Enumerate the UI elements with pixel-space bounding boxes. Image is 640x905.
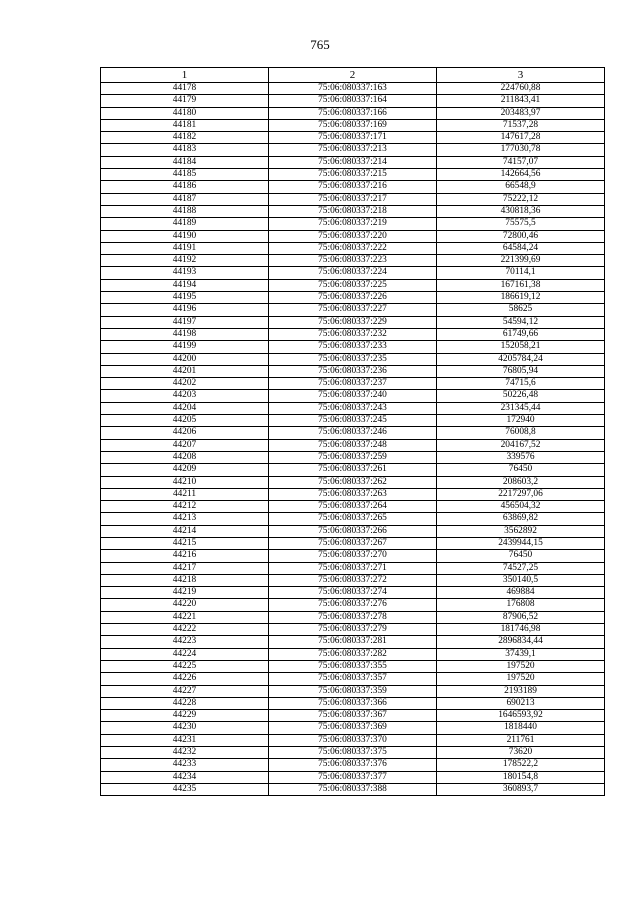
value-cell: 58625 xyxy=(437,304,605,316)
row-number-cell: 44178 xyxy=(101,83,269,95)
table-body xyxy=(101,83,605,796)
table-row xyxy=(101,759,605,771)
table-row xyxy=(101,292,605,304)
row-number-cell: 44210 xyxy=(101,476,269,488)
value-cell: 167161,38 xyxy=(437,279,605,291)
row-number-cell: 44219 xyxy=(101,587,269,599)
cadastral-number-cell: 75:06:080337:369 xyxy=(269,722,437,734)
value-cell: 70114,1 xyxy=(437,267,605,279)
cadastral-number-cell: 75:06:080337:220 xyxy=(269,230,437,242)
row-number-cell: 44221 xyxy=(101,611,269,623)
value-cell: 1646593,92 xyxy=(437,710,605,722)
cadastral-number-cell: 75:06:080337:237 xyxy=(269,378,437,390)
row-number-cell: 44232 xyxy=(101,747,269,759)
table-row xyxy=(101,747,605,759)
row-number-cell: 44230 xyxy=(101,722,269,734)
table-row xyxy=(101,550,605,562)
table-row xyxy=(101,279,605,291)
value-cell: 203483,97 xyxy=(437,107,605,119)
table-row xyxy=(101,501,605,513)
table-row xyxy=(101,660,605,672)
cadastral-number-cell: 75:06:080337:166 xyxy=(269,107,437,119)
table-row xyxy=(101,402,605,414)
cadastral-number-cell: 75:06:080337:235 xyxy=(269,353,437,365)
table-row xyxy=(101,648,605,660)
cadastral-number-cell: 75:06:080337:270 xyxy=(269,550,437,562)
table-row xyxy=(101,267,605,279)
table-row xyxy=(101,181,605,193)
table-row xyxy=(101,537,605,549)
table-row xyxy=(101,328,605,340)
table-row xyxy=(101,353,605,365)
cadastral-number-cell: 75:06:080337:279 xyxy=(269,624,437,636)
table-row xyxy=(101,119,605,131)
cadastral-number-cell: 75:06:080337:236 xyxy=(269,365,437,377)
table-row xyxy=(101,316,605,328)
cadastral-number-cell: 75:06:080337:164 xyxy=(269,95,437,107)
cadastral-number-cell: 75:06:080337:276 xyxy=(269,599,437,611)
cadastral-number-cell: 75:06:080337:227 xyxy=(269,304,437,316)
value-cell: 360893,7 xyxy=(437,783,605,795)
value-cell: 147617,28 xyxy=(437,132,605,144)
value-cell: 54594,12 xyxy=(437,316,605,328)
row-number-cell: 44201 xyxy=(101,365,269,377)
value-cell: 224760,88 xyxy=(437,83,605,95)
cadastral-number-cell: 75:06:080337:215 xyxy=(269,169,437,181)
table-row xyxy=(101,205,605,217)
row-number-cell: 44211 xyxy=(101,488,269,500)
row-number-cell: 44185 xyxy=(101,169,269,181)
value-cell: 2193189 xyxy=(437,685,605,697)
row-number-cell: 44187 xyxy=(101,193,269,205)
table-row xyxy=(101,255,605,267)
row-number-cell: 44184 xyxy=(101,156,269,168)
row-number-cell: 44209 xyxy=(101,464,269,476)
table-row xyxy=(101,574,605,586)
cadastral-number-cell: 75:06:080337:376 xyxy=(269,759,437,771)
table-row xyxy=(101,464,605,476)
value-cell: 204167,52 xyxy=(437,439,605,451)
cadastral-number-cell: 75:06:080337:278 xyxy=(269,611,437,623)
header-row xyxy=(101,68,605,83)
table-row xyxy=(101,107,605,119)
table-row xyxy=(101,734,605,746)
value-cell: 350140,5 xyxy=(437,574,605,586)
row-number-cell: 44218 xyxy=(101,574,269,586)
cadastral-number-cell: 75:06:080337:357 xyxy=(269,673,437,685)
cadastral-number-cell: 75:06:080337:225 xyxy=(269,279,437,291)
row-number-cell: 44183 xyxy=(101,144,269,156)
value-cell: 64584,24 xyxy=(437,242,605,254)
cadastral-number-cell: 75:06:080337:245 xyxy=(269,415,437,427)
row-number-cell: 44179 xyxy=(101,95,269,107)
value-cell: 142664,56 xyxy=(437,169,605,181)
cadastral-number-cell: 75:06:080337:264 xyxy=(269,501,437,513)
value-cell: 172940 xyxy=(437,415,605,427)
value-cell: 4205784,24 xyxy=(437,353,605,365)
value-cell: 221399,69 xyxy=(437,255,605,267)
row-number-cell: 44226 xyxy=(101,673,269,685)
row-number-cell: 44213 xyxy=(101,513,269,525)
cadastral-number-cell: 75:06:080337:262 xyxy=(269,476,437,488)
table-row xyxy=(101,169,605,181)
value-cell: 456504,32 xyxy=(437,501,605,513)
column-header-3: 3 xyxy=(437,68,605,83)
cadastral-number-cell: 75:06:080337:226 xyxy=(269,292,437,304)
cadastral-number-cell: 75:06:080337:367 xyxy=(269,710,437,722)
row-number-cell: 44228 xyxy=(101,697,269,709)
cadastral-number-cell: 75:06:080337:222 xyxy=(269,242,437,254)
row-number-cell: 44182 xyxy=(101,132,269,144)
value-cell: 76450 xyxy=(437,550,605,562)
row-number-cell: 44215 xyxy=(101,537,269,549)
value-cell: 430818,36 xyxy=(437,205,605,217)
cadastral-number-cell: 75:06:080337:232 xyxy=(269,328,437,340)
value-cell: 37439,1 xyxy=(437,648,605,660)
cadastral-number-cell: 75:06:080337:243 xyxy=(269,402,437,414)
value-cell: 690213 xyxy=(437,697,605,709)
value-cell: 63869,82 xyxy=(437,513,605,525)
table-row xyxy=(101,427,605,439)
table-row xyxy=(101,341,605,353)
value-cell: 74715,6 xyxy=(437,378,605,390)
value-cell: 1818440 xyxy=(437,722,605,734)
table-row xyxy=(101,685,605,697)
cadastral-number-cell: 75:06:080337:272 xyxy=(269,574,437,586)
table-row xyxy=(101,673,605,685)
value-cell: 186619,12 xyxy=(437,292,605,304)
table-row xyxy=(101,476,605,488)
value-cell: 66548,9 xyxy=(437,181,605,193)
cadastral-number-cell: 75:06:080337:229 xyxy=(269,316,437,328)
row-number-cell: 44212 xyxy=(101,501,269,513)
value-cell: 71537,28 xyxy=(437,119,605,131)
row-number-cell: 44195 xyxy=(101,292,269,304)
cadastral-number-cell: 75:06:080337:216 xyxy=(269,181,437,193)
cadastral-number-cell: 75:06:080337:274 xyxy=(269,587,437,599)
table-row xyxy=(101,144,605,156)
cadastral-number-cell: 75:06:080337:224 xyxy=(269,267,437,279)
table-row xyxy=(101,488,605,500)
cadastral-number-cell: 75:06:080337:266 xyxy=(269,525,437,537)
row-number-cell: 44222 xyxy=(101,624,269,636)
value-cell: 197520 xyxy=(437,660,605,672)
table-row xyxy=(101,525,605,537)
table-row xyxy=(101,513,605,525)
cadastral-number-cell: 75:06:080337:375 xyxy=(269,747,437,759)
table-row xyxy=(101,83,605,95)
value-cell: 72800,46 xyxy=(437,230,605,242)
table-row xyxy=(101,710,605,722)
row-number-cell: 44180 xyxy=(101,107,269,119)
table-row xyxy=(101,451,605,463)
value-cell: 73620 xyxy=(437,747,605,759)
row-number-cell: 44192 xyxy=(101,255,269,267)
cadastral-number-cell: 75:06:080337:219 xyxy=(269,218,437,230)
value-cell: 176808 xyxy=(437,599,605,611)
table-row xyxy=(101,624,605,636)
table-row xyxy=(101,304,605,316)
row-number-cell: 44186 xyxy=(101,181,269,193)
row-number-cell: 44224 xyxy=(101,648,269,660)
value-cell: 208603,2 xyxy=(437,476,605,488)
table-row xyxy=(101,156,605,168)
value-cell: 87906,52 xyxy=(437,611,605,623)
table-row xyxy=(101,562,605,574)
row-number-cell: 44205 xyxy=(101,415,269,427)
table-row xyxy=(101,415,605,427)
value-cell: 231345,44 xyxy=(437,402,605,414)
column-header-2: 2 xyxy=(269,68,437,83)
row-number-cell: 44217 xyxy=(101,562,269,574)
table-row xyxy=(101,242,605,254)
table-row xyxy=(101,193,605,205)
row-number-cell: 44231 xyxy=(101,734,269,746)
cadastral-number-cell: 75:06:080337:163 xyxy=(269,83,437,95)
value-cell: 3562892 xyxy=(437,525,605,537)
row-number-cell: 44189 xyxy=(101,218,269,230)
value-cell: 180154,8 xyxy=(437,771,605,783)
row-number-cell: 44203 xyxy=(101,390,269,402)
table-row xyxy=(101,611,605,623)
data-table xyxy=(100,67,605,796)
table-row xyxy=(101,132,605,144)
value-cell: 2439944,15 xyxy=(437,537,605,549)
cadastral-number-cell: 75:06:080337:281 xyxy=(269,636,437,648)
row-number-cell: 44198 xyxy=(101,328,269,340)
table-row xyxy=(101,390,605,402)
value-cell: 181746,98 xyxy=(437,624,605,636)
cadastral-number-cell: 75:06:080337:267 xyxy=(269,537,437,549)
row-number-cell: 44194 xyxy=(101,279,269,291)
cadastral-number-cell: 75:06:080337:271 xyxy=(269,562,437,574)
value-cell: 152058,21 xyxy=(437,341,605,353)
cadastral-number-cell: 75:06:080337:246 xyxy=(269,427,437,439)
cadastral-number-cell: 75:06:080337:265 xyxy=(269,513,437,525)
cadastral-number-cell: 75:06:080337:248 xyxy=(269,439,437,451)
cadastral-number-cell: 75:06:080337:169 xyxy=(269,119,437,131)
table-row xyxy=(101,218,605,230)
table-row xyxy=(101,378,605,390)
column-header-1: 1 xyxy=(101,68,269,83)
row-number-cell: 44196 xyxy=(101,304,269,316)
value-cell: 61749,66 xyxy=(437,328,605,340)
cadastral-number-cell: 75:06:080337:388 xyxy=(269,783,437,795)
row-number-cell: 44204 xyxy=(101,402,269,414)
value-cell: 75575,5 xyxy=(437,218,605,230)
row-number-cell: 44216 xyxy=(101,550,269,562)
table-header xyxy=(101,68,605,83)
cadastral-number-cell: 75:06:080337:240 xyxy=(269,390,437,402)
value-cell: 469884 xyxy=(437,587,605,599)
row-number-cell: 44225 xyxy=(101,660,269,672)
cadastral-number-cell: 75:06:080337:377 xyxy=(269,771,437,783)
value-cell: 76008,8 xyxy=(437,427,605,439)
value-cell: 211761 xyxy=(437,734,605,746)
row-number-cell: 44214 xyxy=(101,525,269,537)
value-cell: 76805,94 xyxy=(437,365,605,377)
cadastral-number-cell: 75:06:080337:223 xyxy=(269,255,437,267)
row-number-cell: 44223 xyxy=(101,636,269,648)
row-number-cell: 44188 xyxy=(101,205,269,217)
value-cell: 75222,12 xyxy=(437,193,605,205)
table-row xyxy=(101,599,605,611)
value-cell: 2217297,06 xyxy=(437,488,605,500)
table-row xyxy=(101,365,605,377)
page-number: 765 xyxy=(310,37,330,52)
row-number-cell: 44190 xyxy=(101,230,269,242)
table-row xyxy=(101,95,605,107)
cadastral-number-cell: 75:06:080337:261 xyxy=(269,464,437,476)
value-cell: 211843,41 xyxy=(437,95,605,107)
cadastral-number-cell: 75:06:080337:233 xyxy=(269,341,437,353)
row-number-cell: 44206 xyxy=(101,427,269,439)
value-cell: 177030,78 xyxy=(437,144,605,156)
value-cell: 74157,07 xyxy=(437,156,605,168)
row-number-cell: 44227 xyxy=(101,685,269,697)
cadastral-number-cell: 75:06:080337:213 xyxy=(269,144,437,156)
cadastral-number-cell: 75:06:080337:359 xyxy=(269,685,437,697)
row-number-cell: 44197 xyxy=(101,316,269,328)
table-row xyxy=(101,230,605,242)
table-row xyxy=(101,783,605,795)
row-number-cell: 44229 xyxy=(101,710,269,722)
row-number-cell: 44235 xyxy=(101,783,269,795)
cadastral-number-cell: 75:06:080337:217 xyxy=(269,193,437,205)
value-cell: 74527,25 xyxy=(437,562,605,574)
cadastral-number-cell: 75:06:080337:263 xyxy=(269,488,437,500)
row-number-cell: 44202 xyxy=(101,378,269,390)
value-cell: 76450 xyxy=(437,464,605,476)
value-cell: 197520 xyxy=(437,673,605,685)
row-number-cell: 44207 xyxy=(101,439,269,451)
row-number-cell: 44200 xyxy=(101,353,269,365)
row-number-cell: 44191 xyxy=(101,242,269,254)
row-number-cell: 44193 xyxy=(101,267,269,279)
table-row xyxy=(101,697,605,709)
cadastral-number-cell: 75:06:080337:171 xyxy=(269,132,437,144)
row-number-cell: 44199 xyxy=(101,341,269,353)
cadastral-number-cell: 75:06:080337:370 xyxy=(269,734,437,746)
value-cell: 178522,2 xyxy=(437,759,605,771)
row-number-cell: 44234 xyxy=(101,771,269,783)
table-row xyxy=(101,587,605,599)
value-cell: 50226,48 xyxy=(437,390,605,402)
cadastral-number-cell: 75:06:080337:218 xyxy=(269,205,437,217)
table-row xyxy=(101,771,605,783)
table-row xyxy=(101,439,605,451)
value-cell: 2896834,44 xyxy=(437,636,605,648)
row-number-cell: 44220 xyxy=(101,599,269,611)
cadastral-number-cell: 75:06:080337:355 xyxy=(269,660,437,672)
table-row xyxy=(101,636,605,648)
cadastral-number-cell: 75:06:080337:366 xyxy=(269,697,437,709)
table-row xyxy=(101,722,605,734)
cadastral-number-cell: 75:06:080337:282 xyxy=(269,648,437,660)
cadastral-number-cell: 75:06:080337:259 xyxy=(269,451,437,463)
row-number-cell: 44208 xyxy=(101,451,269,463)
row-number-cell: 44233 xyxy=(101,759,269,771)
row-number-cell: 44181 xyxy=(101,119,269,131)
cadastral-number-cell: 75:06:080337:214 xyxy=(269,156,437,168)
value-cell: 339576 xyxy=(437,451,605,463)
